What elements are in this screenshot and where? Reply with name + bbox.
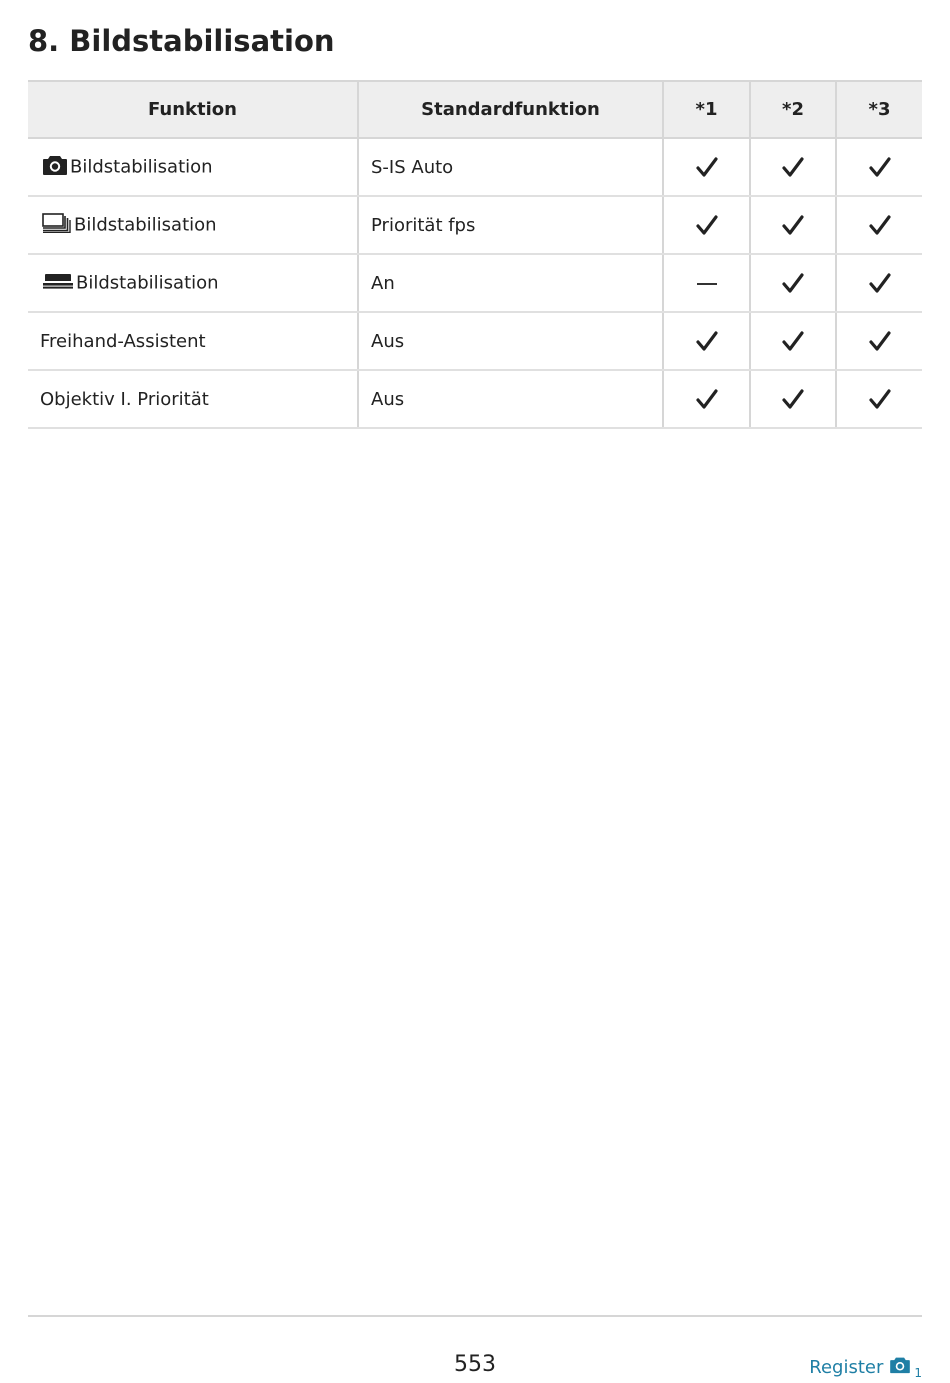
check-icon: [782, 156, 804, 177]
function-cell: [28, 196, 358, 254]
check-icon: [696, 330, 718, 351]
table-row: [28, 254, 922, 312]
footer-divider: [28, 1315, 922, 1317]
dash-icon: [697, 283, 717, 285]
check-icon: [869, 214, 891, 235]
function-cell: [28, 138, 358, 196]
mode-1-cell: [663, 138, 750, 196]
header-mode-1: *1: [663, 81, 750, 138]
table-row: [28, 370, 922, 428]
default-value-cell: An: [358, 254, 663, 312]
check-icon: [869, 330, 891, 351]
mode-1-cell: [663, 370, 750, 428]
header-funktion: Funktion: [28, 81, 358, 138]
check-icon: [696, 156, 718, 177]
mode-2-cell: [750, 138, 836, 196]
check-icon: [696, 214, 718, 235]
mode-3-cell: [836, 196, 922, 254]
register-link[interactable]: [809, 1356, 922, 1379]
mode-1-cell: [663, 254, 750, 312]
header-mode-2: *2: [750, 81, 836, 138]
mode-1-cell: [663, 312, 750, 370]
mode-3-cell: [836, 370, 922, 428]
page-title: 8. Bildstabilisation: [28, 24, 335, 58]
function-cell: [28, 254, 358, 312]
stacked-bars-icon: [42, 273, 74, 289]
sequential-shooting-icon: [42, 213, 72, 233]
camera-icon: [889, 1356, 911, 1379]
mode-2-cell: [750, 254, 836, 312]
register-icon-subscript: 1: [914, 1365, 922, 1380]
page-number: 553: [454, 1352, 496, 1377]
register-label: Register: [809, 1357, 884, 1378]
check-icon: [696, 388, 718, 409]
mode-2-cell: [750, 312, 836, 370]
check-icon: [869, 388, 891, 409]
header-standardfunktion: Standardfunktion: [358, 81, 663, 138]
table-header-row: [28, 81, 922, 138]
header-mode-3: *3: [836, 81, 922, 138]
table-row: [28, 312, 922, 370]
check-icon: [782, 330, 804, 351]
table-row: [28, 196, 922, 254]
table-row: [28, 138, 922, 196]
function-label: Bildstabilisation: [70, 156, 213, 178]
check-icon: [869, 272, 891, 293]
settings-table: [28, 80, 922, 429]
default-value-cell: Aus: [358, 370, 663, 428]
check-icon: [869, 156, 891, 177]
mode-1-cell: [663, 196, 750, 254]
mode-3-cell: [836, 254, 922, 312]
default-value-cell: Aus: [358, 312, 663, 370]
check-icon: [782, 214, 804, 235]
mode-2-cell: [750, 196, 836, 254]
mode-2-cell: [750, 370, 836, 428]
camera-icon: [42, 154, 68, 176]
function-label: Bildstabilisation: [76, 272, 219, 294]
mode-3-cell: [836, 138, 922, 196]
function-cell: Freihand-Assistent: [28, 312, 358, 370]
default-value-cell: Priorität fps: [358, 196, 663, 254]
mode-3-cell: [836, 312, 922, 370]
default-value-cell: S-IS Auto: [358, 138, 663, 196]
check-icon: [782, 388, 804, 409]
function-cell: Objektiv I. Priorität: [28, 370, 358, 428]
function-label: Bildstabilisation: [74, 214, 217, 236]
check-icon: [782, 272, 804, 293]
